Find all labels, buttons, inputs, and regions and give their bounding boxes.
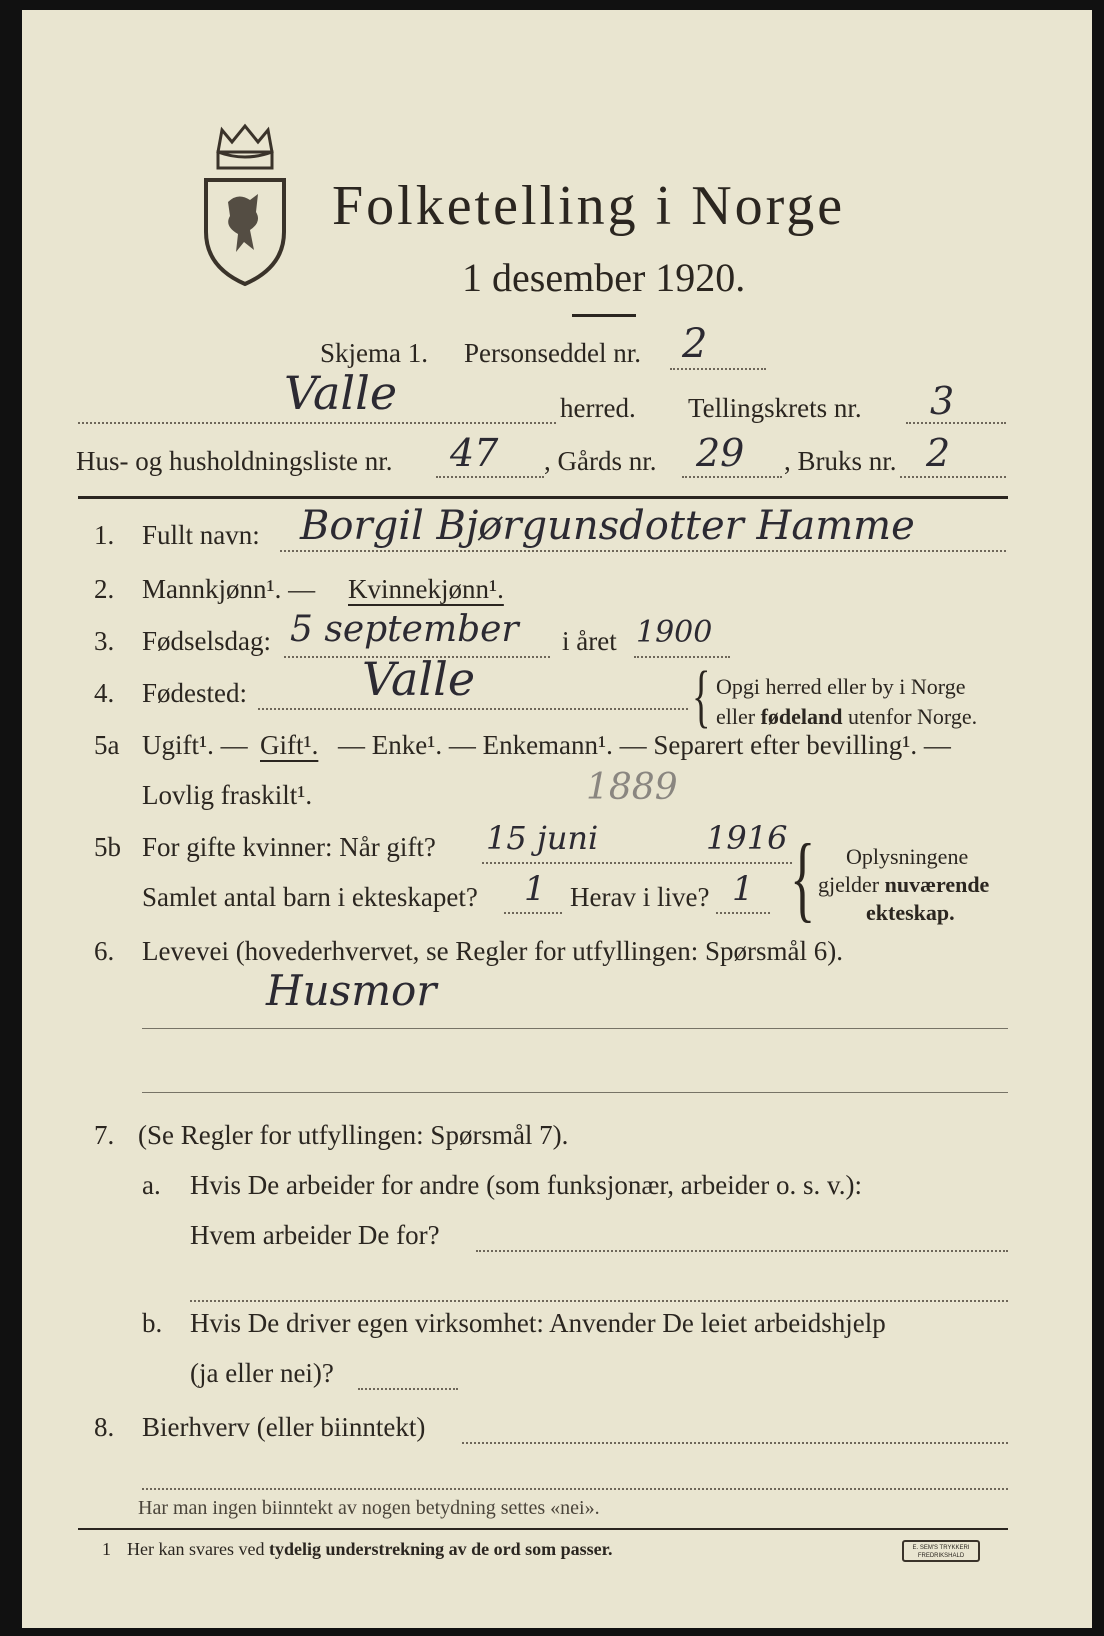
bruks-line [900,476,1006,478]
hus-value: 47 [450,431,499,475]
form-title: Folketelling i Norge [332,175,846,237]
skjema-label: Skjema 1. [320,338,428,368]
q5b-note-bold: nuværende [884,872,990,897]
q7-number: 7. [94,1120,115,1150]
herred-label: herred. [560,393,636,423]
q5a-annotation: 1889 [586,767,678,808]
q5b-alive-line [716,912,770,914]
printer-stamp [902,1540,980,1562]
q8-answer-line2 [142,1488,1008,1490]
q8-number: 8. [94,1412,115,1442]
personseddel-line [670,368,766,370]
q3-year-line [634,656,730,658]
q5b-label: For gifte kvinner: Når gift? [142,832,436,862]
q7a-letter: a. [142,1170,161,1200]
q5b-children-line [504,912,562,914]
q2-male: Mannkjønn¹. — [142,574,316,604]
q5b-alive-value: 1 [732,869,754,909]
q1-line [280,550,1006,552]
q5b-note-line1: Oplysningene [846,844,969,869]
q7b-answer-line [358,1388,458,1390]
hus-line [436,476,544,478]
q5a-rest: — Enke¹. — Enkemann¹. — Separert efter bevilling¹. — [338,730,951,760]
q5a-number: 5a [94,730,120,760]
personseddel-value: 2 [682,321,708,367]
bruks-value: 2 [926,431,951,475]
q5a-ugift: Ugift¹. — [142,730,248,760]
herred-value: Valle [284,366,398,420]
q4-note-text: eller [716,704,761,729]
q5b-line [482,862,792,864]
q3-value: 5 september [290,609,519,650]
q7a-answer-line [476,1250,1008,1252]
tellingskrets-line [906,422,1006,424]
q4-note-line1: Opgi herred eller by i Norge [716,674,966,699]
header-divider [78,496,1008,499]
personseddel-label: Personseddel nr. [464,338,641,368]
q4-note-line2 [716,706,977,728]
q6-number: 6. [94,936,115,966]
q7b-line2: (ja eller nei)? [190,1358,334,1388]
q5b-alive-label: Herav i live? [570,882,710,912]
title-rule [572,314,636,317]
q3-year-label: i året [562,626,617,656]
gards-label: , Gårds nr. [544,446,657,476]
q6-line1 [142,1028,1008,1029]
q7a-answer-line2 [190,1300,1008,1302]
census-date: 1 desember 1920. [462,255,746,300]
q4-label: Fødested: [142,678,247,708]
q5b-children-label: Samlet antal barn i ekteskapet? [142,882,478,912]
norway-coat-of-arms-icon [200,122,290,288]
q5b-date: 15 juni [486,819,599,857]
footnote-bold: tydelig understrekning av de ord som passer. [268,1539,613,1559]
q5a-line2: Lovlig fraskilt¹. [142,780,313,810]
q1-value: Borgil Bjørgunsdotter Hamme [300,503,915,549]
footnote [102,1540,613,1558]
q2-female: Kvinnekjønn¹. [348,574,504,604]
q7b-label: Hvis De driver egen virksomhet: Anvender De leiet arbeidshjelp [190,1308,886,1338]
tellingskrets-value: 3 [930,379,955,423]
gards-value: 29 [696,431,745,475]
q4-number: 4. [94,678,115,708]
footer-divider [78,1528,1008,1530]
q7b-letter: b. [142,1308,163,1338]
q8-label: Bierhverv (eller biinntekt) [142,1412,426,1442]
q5b-year: 1916 [706,819,788,857]
q6-label: Levevei (hovederhvervet, se Regler for utfyllingen: Spørsmål 6). [142,936,844,966]
q7-label: (Se Regler for utfyllingen: Spørsmål 7). [138,1120,569,1150]
q3-number: 3. [94,626,115,656]
printer-stamp-text: E. SEM'S TRYKKERI FREDRIKSHALD [912,1545,970,1559]
q5b-number: 5b [94,832,121,862]
gards-line [682,476,782,478]
hus-label: Hus- og husholdningsliste nr. [76,446,393,476]
q5b-note-line2 [818,874,989,896]
q5b-note-line3: ekteskap. [866,900,955,925]
q5b-note-text: gjelder [818,872,885,897]
footnote-number: 1 [102,1539,111,1559]
q1-number: 1. [94,520,115,550]
q8-note: Har man ingen biinntekt av nogen betydning settes «nei». [138,1497,600,1519]
q4-line [258,708,688,710]
footnote-text: Her kan svares ved [127,1539,269,1559]
q5b-brace: { [790,824,816,931]
q5a-gift: Gift¹. [260,730,319,760]
q5b-children-value: 1 [524,869,546,909]
q6-line2 [142,1092,1008,1093]
q3-year-value: 1900 [636,615,713,650]
q6-value: Husmor [266,966,437,1015]
q7a-line2: Hvem arbeider De for? [190,1220,440,1250]
q4-note-bold: fødeland [760,704,843,729]
tellingskrets-label: Tellingskrets nr. [688,393,862,423]
q2-number: 2. [94,574,115,604]
bruks-label: , Bruks nr. [784,446,897,476]
q4-value: Valle [362,652,476,706]
q4-brace: { [692,658,711,735]
q8-answer-line [462,1442,1008,1444]
herred-line [78,422,556,424]
q1-label: Fullt navn: [142,520,260,550]
q7a-label: Hvis De arbeider for andre (som funksjonær, arbeider o. s. v.): [190,1170,862,1200]
q4-note-text-end: utenfor Norge. [842,704,978,729]
q3-label: Fødselsdag: [142,626,272,656]
census-form-page [22,10,1092,1628]
